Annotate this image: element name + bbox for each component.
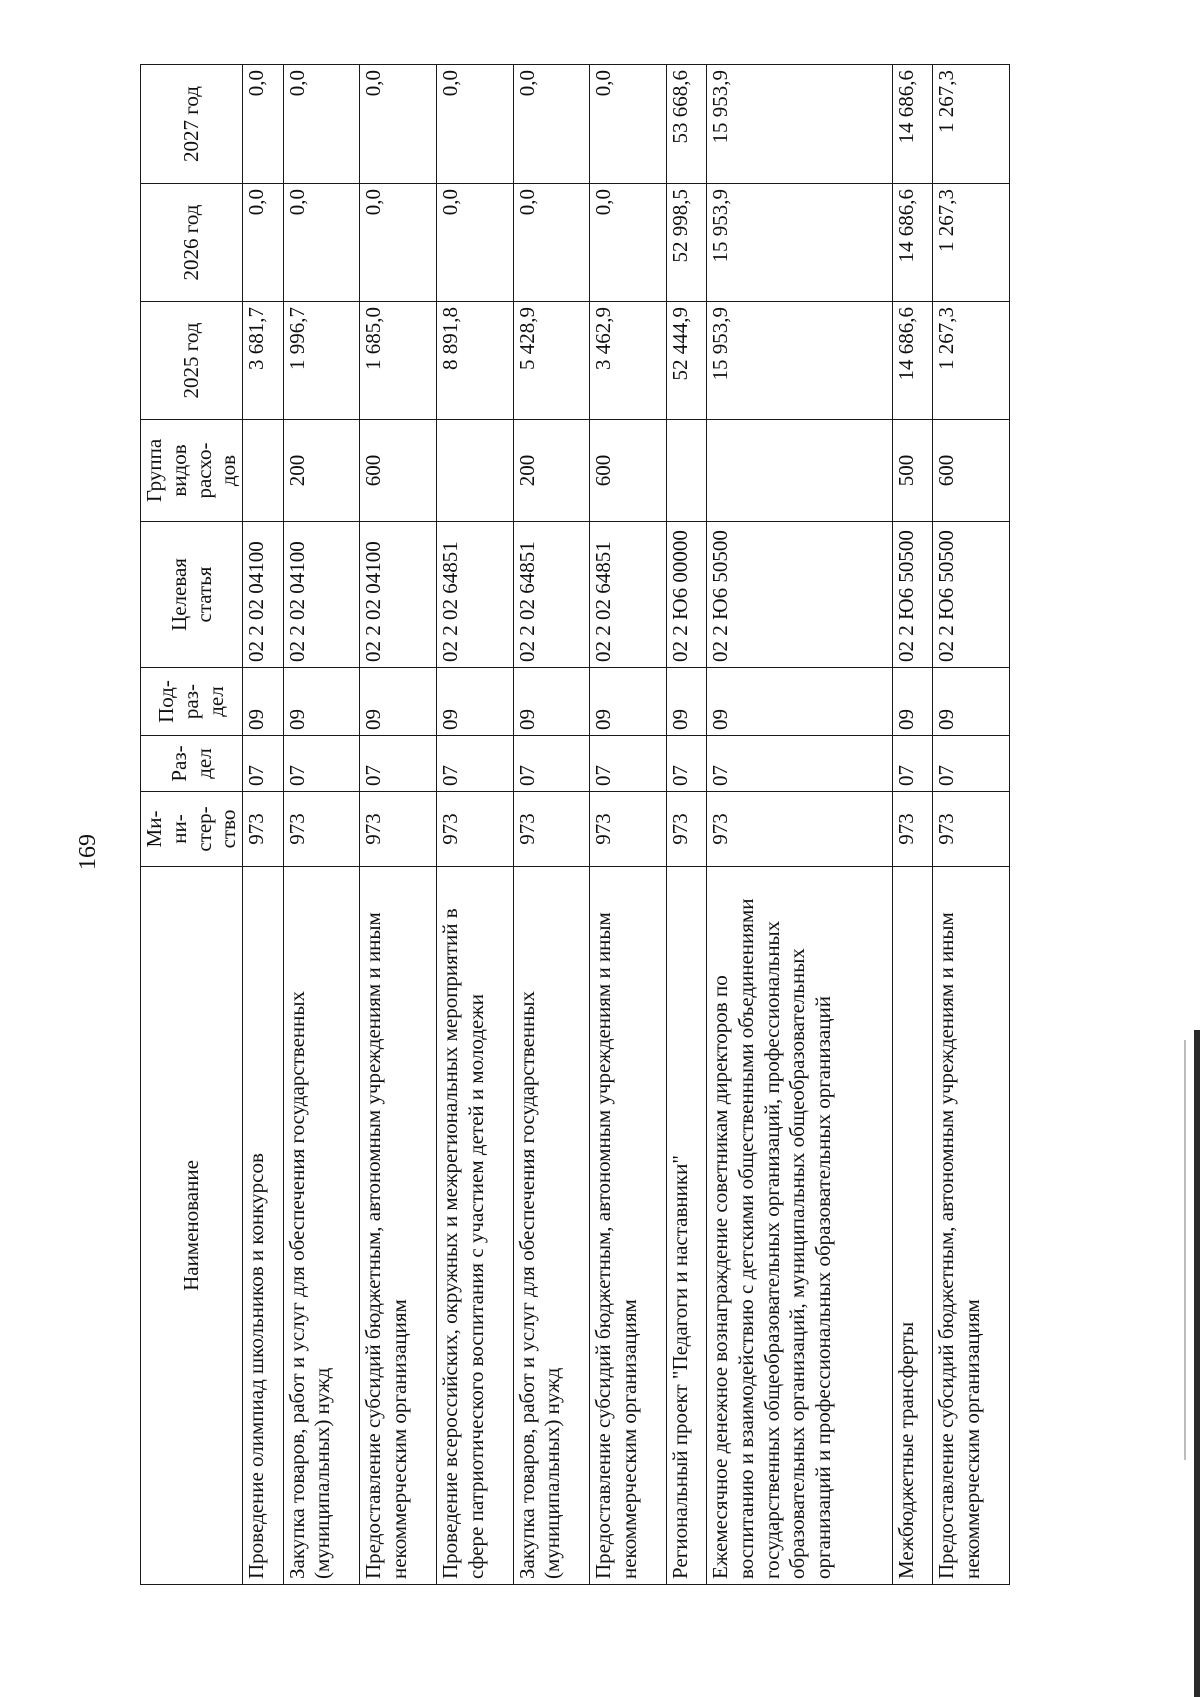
cell-2027: 15 953,9 (707, 65, 892, 184)
cell-2026: 52 998,5 (666, 184, 706, 302)
cell-name: Закупка товаров, работ и услуг для обеспечения государственных (муниципальных) нужд (283, 867, 360, 1585)
header-section: Раз- дел (141, 736, 243, 792)
cell-section: 07 (360, 736, 437, 792)
cell-section: 07 (590, 736, 667, 792)
scan-edge-bar (1194, 1030, 1200, 1697)
cell-name: Ежемесячное денежное вознаграждение советникам директоров по воспитанию и взаимодействию с детскими общественными объединениями государственных общеобразовательных организаций, профессиональных образовательных организаций, муниципальных общеобразовательных организаций и профессиональных образовательных организаций (707, 867, 892, 1585)
cell-name: Предоставление субсидий бюджетным, автономным учреждениям и иным некоммерческим организациям (590, 867, 667, 1585)
budget-table-rotator (140, 65, 1010, 1585)
cell-group (436, 420, 513, 522)
cell-subsection: 09 (243, 668, 283, 736)
cell-subsection: 09 (590, 668, 667, 736)
cell-section: 07 (666, 736, 706, 792)
cell-section: 07 (243, 736, 283, 792)
table-row (513, 65, 590, 1585)
cell-2027: 14 686,6 (892, 65, 932, 184)
cell-target: 02 2 Ю6 50500 (892, 522, 932, 668)
cell-subsection: 09 (933, 668, 1010, 736)
cell-section: 07 (283, 736, 360, 792)
cell-2027: 0,0 (243, 65, 283, 184)
cell-target: 02 2 Ю6 00000 (666, 522, 706, 668)
table-row (590, 65, 667, 1585)
cell-target: 02 2 02 04100 (360, 522, 437, 668)
cell-section: 07 (707, 736, 892, 792)
cell-name: Межбюджетные трансферты (892, 867, 932, 1585)
cell-2026: 0,0 (360, 184, 437, 302)
table-row (666, 65, 706, 1585)
cell-2025: 52 444,9 (666, 302, 706, 420)
cell-2026: 1 267,3 (933, 184, 1010, 302)
cell-ministry: 973 (933, 792, 1010, 867)
budget-table (140, 64, 1010, 1585)
table-body (243, 65, 1010, 1585)
cell-ministry: 973 (590, 792, 667, 867)
cell-ministry: 973 (892, 792, 932, 867)
cell-2026: 0,0 (283, 184, 360, 302)
cell-target: 02 2 02 04100 (243, 522, 283, 668)
cell-target: 02 2 02 64851 (590, 522, 667, 668)
header-2027: 2027 год (141, 65, 243, 184)
cell-2026: 0,0 (243, 184, 283, 302)
cell-2026: 14 686,6 (892, 184, 932, 302)
cell-name: Закупка товаров, работ и услуг для обеспечения государственных (муниципальных) нужд (513, 867, 590, 1585)
cell-group (666, 420, 706, 522)
cell-section: 07 (892, 736, 932, 792)
cell-ministry: 973 (513, 792, 590, 867)
cell-target: 02 2 02 64851 (513, 522, 590, 668)
page-number: 169 (74, 834, 101, 870)
cell-group (707, 420, 892, 522)
cell-subsection: 09 (513, 668, 590, 736)
cell-subsection: 09 (707, 668, 892, 736)
cell-subsection: 09 (892, 668, 932, 736)
cell-2025: 3 681,7 (243, 302, 283, 420)
cell-name: Проведение олимпиад школьников и конкурсов (243, 867, 283, 1585)
cell-target: 02 2 02 04100 (283, 522, 360, 668)
cell-group: 600 (933, 420, 1010, 522)
cell-2027: 0,0 (513, 65, 590, 184)
cell-section: 07 (933, 736, 1010, 792)
cell-2026: 0,0 (590, 184, 667, 302)
cell-group: 600 (590, 420, 667, 522)
cell-ministry: 973 (243, 792, 283, 867)
header-ministry: Ми- ни- стер- ство (141, 792, 243, 867)
cell-group (243, 420, 283, 522)
cell-2027: 0,0 (283, 65, 360, 184)
header-group: Группа видов расхо- дов (141, 420, 243, 522)
cell-2025: 8 891,8 (436, 302, 513, 420)
cell-2027: 0,0 (436, 65, 513, 184)
cell-2026: 0,0 (513, 184, 590, 302)
cell-ministry: 973 (360, 792, 437, 867)
cell-2027: 53 668,6 (666, 65, 706, 184)
cell-name: Проведение всероссийских, окружных и межрегиональных мероприятий в сфере патриотического воспитания с участием детей и молодежи (436, 867, 513, 1585)
cell-group: 200 (513, 420, 590, 522)
cell-ministry: 973 (666, 792, 706, 867)
header-2026: 2026 год (141, 184, 243, 302)
cell-2027: 1 267,3 (933, 65, 1010, 184)
cell-subsection: 09 (436, 668, 513, 736)
header-target: Целевая статья (141, 522, 243, 668)
cell-subsection: 09 (360, 668, 437, 736)
table-header-row (141, 65, 243, 1585)
cell-section: 07 (513, 736, 590, 792)
cell-group: 600 (360, 420, 437, 522)
table-row (283, 65, 360, 1585)
cell-target: 02 2 02 64851 (436, 522, 513, 668)
cell-2026: 15 953,9 (707, 184, 892, 302)
cell-ministry: 973 (283, 792, 360, 867)
cell-2025: 1 685,0 (360, 302, 437, 420)
cell-ministry: 973 (707, 792, 892, 867)
header-2025: 2025 год (141, 302, 243, 420)
header-name: Наименование (141, 867, 243, 1585)
cell-2027: 0,0 (360, 65, 437, 184)
table-row (360, 65, 437, 1585)
cell-2025: 5 428,9 (513, 302, 590, 420)
cell-2025: 1 267,3 (933, 302, 1010, 420)
cell-2025: 1 996,7 (283, 302, 360, 420)
table-row (436, 65, 513, 1585)
cell-target: 02 2 Ю6 50500 (933, 522, 1010, 668)
cell-subsection: 09 (666, 668, 706, 736)
cell-group: 200 (283, 420, 360, 522)
cell-2026: 0,0 (436, 184, 513, 302)
header-subsection: Под- раз- дел (141, 668, 243, 736)
cell-ministry: 973 (436, 792, 513, 867)
cell-target: 02 2 Ю6 50500 (707, 522, 892, 668)
table-row (892, 65, 932, 1585)
cell-2025: 14 686,6 (892, 302, 932, 420)
budget-table-container (140, 65, 1010, 1585)
cell-group: 500 (892, 420, 932, 522)
table-row (707, 65, 892, 1585)
table-row (933, 65, 1010, 1585)
cell-name: Предоставление субсидий бюджетным, автономным учреждениям и иным некоммерческим организациям (933, 867, 1010, 1585)
cell-section: 07 (436, 736, 513, 792)
cell-subsection: 09 (283, 668, 360, 736)
cell-2027: 0,0 (590, 65, 667, 184)
cell-2025: 15 953,9 (707, 302, 892, 420)
scan-edge-line (1184, 1040, 1186, 1460)
cell-name: Региональный проект "Педагоги и наставники" (666, 867, 706, 1585)
cell-name: Предоставление субсидий бюджетным, автономным учреждениям и иным некоммерческим организациям (360, 867, 437, 1585)
cell-2025: 3 462,9 (590, 302, 667, 420)
table-row (243, 65, 283, 1585)
